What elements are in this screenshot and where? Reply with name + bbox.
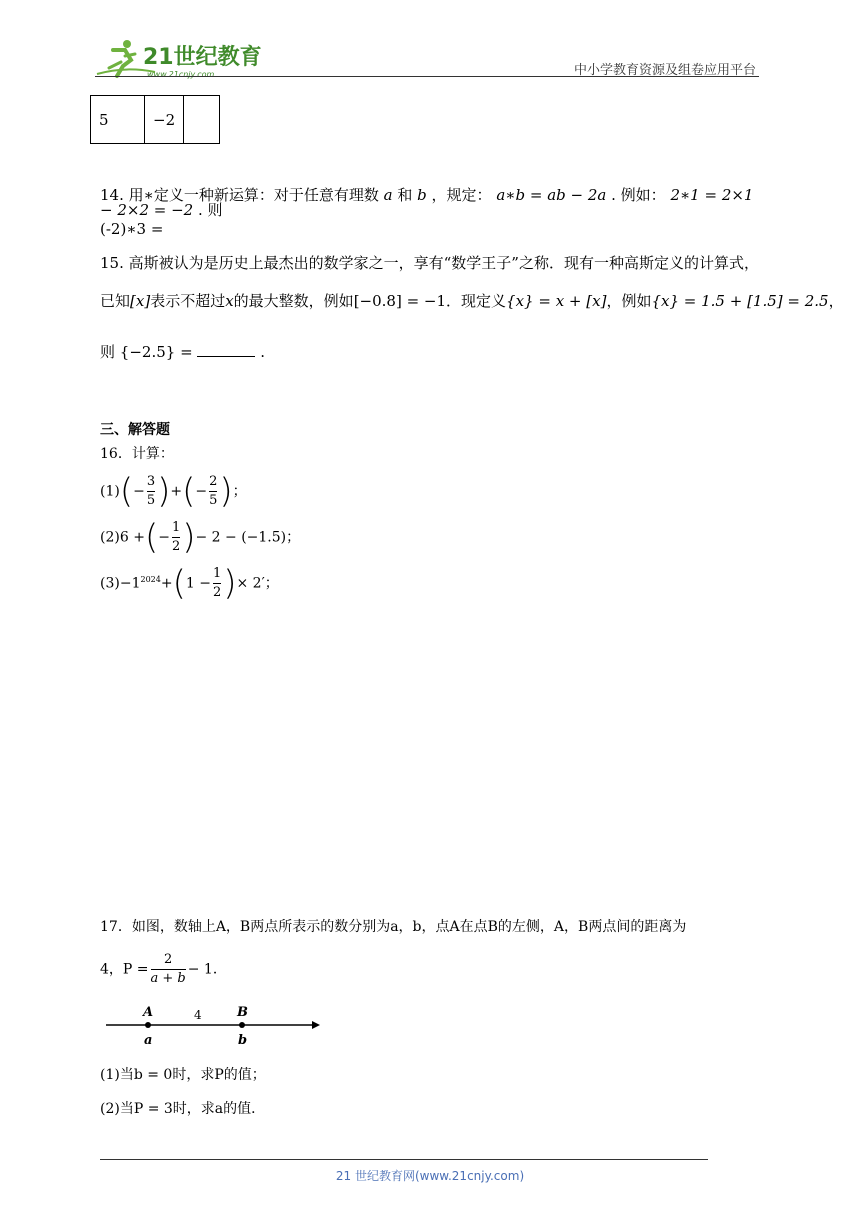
minus-sign: −	[133, 483, 145, 500]
expr-inner: 1 −	[185, 575, 211, 592]
q15-line2	[100, 292, 844, 310]
left-paren: (	[172, 563, 186, 604]
q15-text-g: 则	[100, 343, 116, 361]
table-cell: −2	[145, 96, 184, 144]
q14-line2: (-2)∗3 =	[100, 220, 164, 238]
label-b: b	[238, 1033, 248, 1048]
q14-text-b: ，规定：	[431, 186, 492, 204]
q15-definition: {x} = x + [x]	[506, 292, 607, 310]
q15-text-c: 的最大整数，例如	[233, 292, 354, 310]
right-paren: )	[223, 563, 237, 604]
right-paren: )	[182, 517, 196, 558]
q16-part-1	[100, 471, 247, 512]
section-title: 三、解答题	[100, 422, 170, 438]
logo-text: 21世纪教育	[143, 45, 262, 70]
q15-bracket-x: [x]	[130, 292, 151, 310]
exponent: 2024	[140, 574, 161, 584]
number-line-figure	[100, 1000, 325, 1050]
q15-text-d: ．现定义	[446, 292, 507, 310]
plus-sign: +	[170, 483, 183, 500]
part-end: ；	[232, 483, 247, 500]
fraction: $\frac{3}{5}$	[146, 474, 156, 508]
part-label: (3)	[100, 575, 120, 592]
q14-text-c: . 例如：	[611, 186, 666, 204]
q15-line3	[100, 342, 265, 360]
part-end: ；	[264, 575, 279, 592]
expr-pre: −1	[119, 575, 141, 592]
expr-post: × 2′	[236, 575, 265, 592]
q15-expression: {−2.5} =	[119, 343, 193, 361]
q15-example-1: [−0.8] = −1	[353, 292, 447, 310]
point-a	[145, 1022, 151, 1028]
minus-sign: −	[158, 529, 170, 546]
q14-rule: a∗b = ab − 2a	[496, 186, 607, 204]
q14-var-a: a	[383, 186, 393, 204]
q17-sub-1: (1)当b = 0时，求P的值；	[100, 1067, 266, 1083]
q17-line2-post: − 1．	[187, 961, 227, 978]
left-paren: (	[144, 517, 159, 558]
plus-sign: +	[160, 575, 173, 592]
distance-label: 4	[194, 1008, 202, 1022]
fraction: $\frac{1}{2}$	[212, 566, 222, 600]
table-cell	[184, 96, 220, 144]
label-a: a	[144, 1033, 153, 1048]
q15-end: .	[260, 343, 265, 361]
q14-and: 和	[397, 186, 413, 204]
part-label: (1)	[100, 483, 120, 500]
label-A: A	[143, 1005, 154, 1020]
q17-line2-pre: 4，P =	[100, 961, 149, 978]
point-b	[239, 1022, 245, 1028]
right-paren: )	[157, 471, 171, 512]
footer-text: 21 世纪教育网(www.21cnjy.com)	[335, 1169, 525, 1183]
left-paren: (	[119, 471, 134, 512]
fraction: $\frac{2}{5}$	[209, 474, 218, 508]
q15-example-2: {x} = 1.5 + [1.5] = 2.5	[651, 292, 829, 310]
q15-line1	[100, 256, 765, 271]
left-paren: (	[182, 471, 196, 512]
p-fraction: $\frac{2}{a + b}$	[150, 952, 186, 986]
right-paren: )	[219, 471, 233, 512]
q17-line2	[100, 952, 227, 987]
q14-number: 14.	[100, 186, 124, 204]
q15-text-f: ，	[828, 292, 844, 310]
q14-text-a: 用∗定义一种新运算：对于任意有理数	[128, 186, 379, 204]
q15-var-x: x	[225, 292, 234, 310]
minus-sign: −	[195, 483, 208, 500]
answer-blank[interactable]	[197, 342, 255, 357]
q17-line1: 17．如图，数轴上A，B两点所表示的数分别为a，b，点A在点B的左侧，A，B两点间的距离为	[100, 919, 687, 935]
expr-pre: 6 +	[119, 529, 145, 546]
logo-url: www.21cnjy.com	[147, 70, 215, 79]
arrow-icon	[312, 1021, 320, 1029]
q16-label: 16．计算：	[100, 446, 174, 462]
q15-text-b: 表示不超过	[150, 292, 226, 310]
q15-number: 15.	[100, 254, 124, 272]
q14-var-b: b	[417, 186, 427, 204]
footer-divider	[100, 1159, 708, 1160]
q14-text-d: . 则	[198, 201, 223, 219]
header-divider	[95, 76, 759, 77]
label-B: B	[237, 1005, 248, 1020]
q14-example: 2∗1 = 2×1 − 2×2 = −2	[100, 186, 754, 219]
q16-part-2	[100, 517, 301, 558]
table-row	[91, 96, 220, 144]
q15-text-a: 已知	[100, 292, 131, 310]
part-label: (2)	[100, 529, 120, 546]
fraction: $\frac{1}{2}$	[171, 520, 181, 554]
platform-name: 中小学教育资源及组卷应用平台	[573, 63, 756, 78]
q15-text: 高斯被认为是历史上最杰出的数学家之一，享有“数学王子”之称．现有一种高斯定义的计算式，	[128, 254, 759, 272]
site-logo	[95, 36, 265, 80]
q15-text-e: ，例如	[606, 292, 652, 310]
q17-sub-2: (2)当P = 3时，求a的值．	[100, 1101, 266, 1117]
expr-post: − 2 − (−1.5)	[195, 529, 287, 546]
table-cell: 5	[91, 96, 145, 144]
values-table	[90, 95, 220, 144]
q16-part-3	[100, 563, 279, 604]
part-end: ；	[286, 529, 301, 546]
question-14	[100, 188, 760, 218]
